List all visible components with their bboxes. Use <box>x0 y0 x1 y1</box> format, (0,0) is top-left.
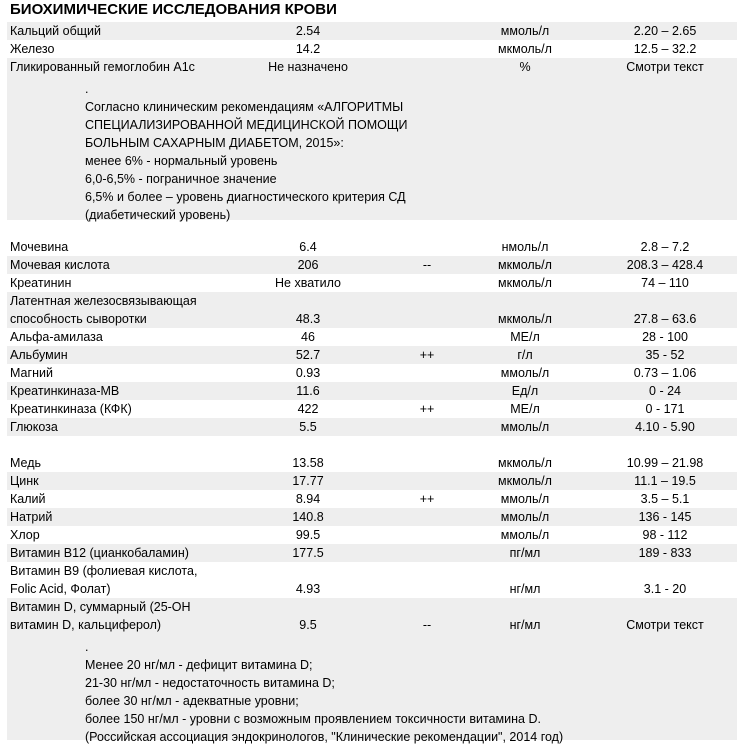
result-flag: ++ <box>419 348 435 362</box>
report-title: БИОХИМИЧЕСКИЕ ИССЛЕДОВАНИЯ КРОВИ <box>10 1 337 18</box>
test-name: Железо <box>10 42 55 56</box>
test-name <box>10 598 191 634</box>
test-name <box>10 562 197 598</box>
reference-range: 2.20 – 2.65 <box>633 24 697 38</box>
note-line: более 30 нг/мл - адекватные уровни; <box>85 694 299 708</box>
table-row <box>7 544 737 562</box>
note-text <box>85 80 408 224</box>
test-name: Медь <box>10 456 42 470</box>
result-flag: ++ <box>419 402 435 416</box>
reference-range: 74 – 110 <box>641 276 689 290</box>
table-row <box>7 526 737 544</box>
test-name-line: Витамин В9 (фолиевая кислота, <box>10 564 198 578</box>
test-unit: мкмоль/л <box>498 276 552 290</box>
test-unit: ммоль/л <box>500 420 550 434</box>
table-row <box>7 400 737 418</box>
test-name: Калий <box>10 492 46 506</box>
test-unit: Ед/л <box>511 384 539 398</box>
test-result: 11.6 <box>296 384 320 398</box>
reference-range: Смотри текст <box>626 618 704 632</box>
result-flag: ++ <box>419 492 435 506</box>
test-unit: мкмоль/л <box>498 258 552 272</box>
reference-range: 28 - 100 <box>642 330 688 344</box>
reference-range: 27.8 – 63.6 <box>633 312 697 326</box>
reference-range: 0 - 171 <box>645 402 685 416</box>
test-name: Магний <box>10 366 53 380</box>
note-line: (Российская ассоциация эндокринологов, "Клинические рекомендации", 2014 год) <box>85 730 564 744</box>
table-row <box>7 40 737 58</box>
note-line: . <box>85 82 89 96</box>
test-result: 0.93 <box>295 366 321 380</box>
test-result: Не назначено <box>268 60 348 74</box>
test-result: 17.77 <box>292 474 324 488</box>
note-line: менее 6% - нормальный уровень <box>85 154 278 168</box>
table-row <box>7 238 737 256</box>
test-name-line: Витамин D, суммарный (25-ОН <box>10 600 191 614</box>
table-row <box>7 58 737 76</box>
table-row <box>7 454 737 472</box>
test-unit: нг/мл <box>509 618 541 632</box>
table-row <box>7 292 737 328</box>
test-result: 99.5 <box>295 528 321 542</box>
test-result: 13.58 <box>292 456 324 470</box>
test-result: 206 <box>297 258 319 272</box>
reference-range: 0 - 24 <box>649 384 681 398</box>
test-result: 52.7 <box>295 348 321 362</box>
test-name-line: Folic Acid, Фолат) <box>10 582 111 596</box>
table-row <box>7 346 737 364</box>
table-row <box>7 22 737 40</box>
test-unit: МЕ/л <box>510 330 540 344</box>
test-result: 422 <box>297 402 319 416</box>
test-result: 177.5 <box>292 546 324 560</box>
table-row <box>7 418 737 436</box>
test-result: 48.3 <box>295 312 321 326</box>
reference-range: 136 - 145 <box>638 510 692 524</box>
reference-range: 208.3 – 428.4 <box>626 258 704 272</box>
test-result: 9.5 <box>299 618 317 632</box>
test-unit: мкмоль/л <box>498 456 552 470</box>
test-name-line: витамин D, кальциферол) <box>10 618 162 632</box>
test-unit: пг/мл <box>509 546 541 560</box>
note-line: более 150 нг/мл - уровни с возможным проявлением токсичности витамина D. <box>85 712 541 726</box>
table-row <box>7 562 737 598</box>
reference-range: 12.5 – 32.2 <box>633 42 697 56</box>
reference-range: 10.99 – 21.98 <box>626 456 704 470</box>
result-flag: -- <box>422 258 432 272</box>
test-name: Мочевая кислота <box>10 258 110 272</box>
test-name: Цинк <box>10 474 39 488</box>
result-flag: -- <box>422 618 432 632</box>
note-line: СПЕЦИАЛИЗИРОВАННОЙ МЕДИЦИНСКОЙ ПОМОЩИ <box>85 118 408 132</box>
test-unit: мкмоль/л <box>498 312 552 326</box>
note-line: . <box>85 640 89 654</box>
table-row <box>7 256 737 274</box>
test-name: Кальций общий <box>10 24 101 38</box>
test-result: 46 <box>301 330 315 344</box>
reference-range: 3.1 - 20 <box>643 582 687 596</box>
reference-range: 11.1 – 19.5 <box>634 474 696 488</box>
test-name: Натрий <box>10 510 53 524</box>
hba1c-note <box>7 76 737 220</box>
test-unit: мкмоль/л <box>498 474 552 488</box>
table-row <box>7 274 737 292</box>
test-name: Креатинкиназа (КФК) <box>10 402 132 416</box>
reference-range: 4.10 - 5.90 <box>635 420 695 434</box>
table-row <box>7 490 737 508</box>
test-unit: ммоль/л <box>500 24 550 38</box>
test-unit: ммоль/л <box>500 492 550 506</box>
note-line: 6,0-6,5% - пограничное значение <box>85 172 277 186</box>
reference-range: Смотри текст <box>626 60 704 74</box>
note-line: 6,5% и более – уровень диагностического критерия СД <box>85 190 406 204</box>
test-unit: МЕ/л <box>510 402 540 416</box>
note-line: 21-30 нг/мл - недостаточность витамина D; <box>85 676 335 690</box>
test-unit: ммоль/л <box>500 510 550 524</box>
test-unit: нмоль/л <box>501 240 549 254</box>
test-unit: % <box>519 60 531 74</box>
test-result: Не хватило <box>275 276 341 290</box>
test-result: 6.4 <box>299 240 317 254</box>
test-name: Альбумин <box>10 348 68 362</box>
test-name-line: Латентная железосвязывающая <box>10 294 197 308</box>
test-name: Хлор <box>10 528 40 542</box>
test-name: Глюкоза <box>10 420 58 434</box>
table-row <box>7 508 737 526</box>
test-result: 4.93 <box>295 582 321 596</box>
test-unit: ммоль/л <box>500 366 550 380</box>
test-result: 14.2 <box>295 42 321 56</box>
test-name-line: способность сыворотки <box>10 312 147 326</box>
test-result: 8.94 <box>295 492 321 506</box>
reference-range: 98 - 112 <box>642 528 688 542</box>
table-row <box>7 598 737 634</box>
note-line: Согласно клиническим рекомендациям «АЛГОРИТМЫ <box>85 100 404 114</box>
test-name: Витамин В12 (цианкобаламин) <box>10 546 189 560</box>
reference-range: 189 - 833 <box>638 546 692 560</box>
test-unit: г/л <box>517 348 533 362</box>
test-result: 2.54 <box>295 24 321 38</box>
reference-range: 2.8 – 7.2 <box>640 240 690 254</box>
table-row <box>7 472 737 490</box>
note-line: (диабетический уровень) <box>85 208 231 222</box>
test-unit: ммоль/л <box>500 528 550 542</box>
test-unit: нг/мл <box>509 582 541 596</box>
table-row <box>7 364 737 382</box>
note-text <box>85 638 563 746</box>
test-result: 140.8 <box>292 510 324 524</box>
test-name: Гликированный гемоглобин A1c <box>10 60 195 74</box>
table-row <box>7 382 737 400</box>
note-line: БОЛЬНЫМ САХАРНЫМ ДИАБЕТОМ, 2015»: <box>85 136 344 150</box>
test-name: Креатинкиназа-МВ <box>10 384 120 398</box>
reference-range: 3.5 – 5.1 <box>640 492 690 506</box>
reference-range: 0.73 – 1.06 <box>633 366 697 380</box>
test-name: Мочевина <box>10 240 69 254</box>
test-name: Альфа-амилаза <box>10 330 103 344</box>
table-row <box>7 328 737 346</box>
test-result: 5.5 <box>299 420 317 434</box>
note-line: Менее 20 нг/мл - дефицит витамина D; <box>85 658 313 672</box>
vitamin-d-note <box>7 634 737 744</box>
test-name <box>10 292 197 328</box>
reference-range: 35 - 52 <box>645 348 685 362</box>
test-unit: мкмоль/л <box>498 42 552 56</box>
test-name: Креатинин <box>10 276 72 290</box>
